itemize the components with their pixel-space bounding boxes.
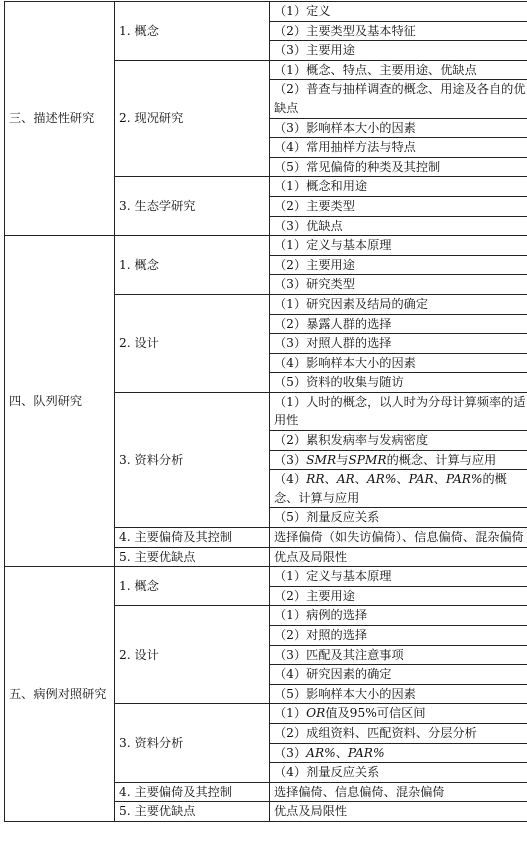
subtopic-label: 5. 主要优缺点	[115, 547, 270, 567]
detail-item: （4）常用抽样方法与特点	[270, 138, 527, 158]
detail-item: （2）主要用途	[270, 586, 527, 606]
subtopic-label: 2. 现况研究	[115, 60, 270, 177]
detail-item: （4）影响样本大小的因素	[270, 353, 527, 373]
detail-item: （2）主要用途	[270, 255, 527, 275]
subtopic-label: 1. 概念	[115, 2, 270, 61]
detail-item: （2）主要类型及基本特征	[270, 21, 527, 41]
subtopic-label: 1. 概念	[115, 567, 270, 606]
detail-item: （3）优缺点	[270, 216, 527, 236]
detail-item: （4）研究因素的确定	[270, 665, 527, 685]
subtopic-label: 3. 生态学研究	[115, 177, 270, 236]
detail-item: （1）病例的选择	[270, 606, 527, 626]
detail-item: （3）主要用途	[270, 41, 527, 61]
detail-item: （4）RR、AR、AR%、PAR、PAR%的概念、计算与应用	[270, 470, 527, 508]
detail-item: （5）资料的收集与随访	[270, 373, 527, 393]
detail-item: （2）主要类型	[270, 196, 527, 216]
detail-item: 优点及局限性	[270, 547, 527, 567]
detail-item: （5）常见偏倚的种类及其控制	[270, 157, 527, 177]
subtopic-label: 1. 概念	[115, 236, 270, 295]
detail-item: （2）普查与抽样调查的概念、用途及各自的优缺点	[270, 80, 527, 118]
detail-item: （5）剂量反应关系	[270, 508, 527, 528]
section-title: 四、队列研究	[5, 236, 115, 567]
section-title: 三、描述性研究	[5, 2, 115, 236]
detail-item: （3）对照人群的选择	[270, 334, 527, 354]
detail-item: （1）定义与基本原理	[270, 567, 527, 587]
subtopic-label: 3. 资料分析	[115, 392, 270, 527]
detail-item: （2）累积发病率与发病密度	[270, 431, 527, 451]
table-row	[5, 567, 527, 587]
detail-item: 优点及局限性	[270, 802, 527, 822]
detail-item: （3）研究类型	[270, 275, 527, 295]
detail-item: （1）OR值及95%可信区间	[270, 704, 527, 724]
detail-item: （1）研究因素及结局的确定	[270, 294, 527, 314]
detail-item: （3）影响样本大小的因素	[270, 118, 527, 138]
detail-item: 选择偏倚、信息偏倚、混杂偏倚	[270, 782, 527, 802]
detail-item: （1）定义与基本原理	[270, 236, 527, 256]
subtopic-label: 4. 主要偏倚及其控制	[115, 528, 270, 548]
detail-item: （1）定义	[270, 2, 527, 22]
detail-item: （3）SMR与SPMR的概念、计算与应用	[270, 450, 527, 470]
subtopic-label: 2. 设计	[115, 294, 270, 392]
detail-item: （1）概念和用途	[270, 177, 527, 197]
syllabus-table	[4, 1, 527, 822]
detail-item: （2）成组资料、匹配资料、分层分析	[270, 723, 527, 743]
table-row	[5, 2, 527, 22]
subtopic-label: 3. 资料分析	[115, 704, 270, 782]
detail-item: （1）人时的概念，以人时为分母计算频率的适用性	[270, 392, 527, 430]
subtopic-label: 4. 主要偏倚及其控制	[115, 782, 270, 802]
detail-item: （3）匹配及其注意事项	[270, 645, 527, 665]
detail-item: （2）对照的选择	[270, 626, 527, 646]
detail-item: （3）AR%、PAR%	[270, 743, 527, 763]
subtopic-label: 2. 设计	[115, 606, 270, 704]
table-row	[5, 236, 527, 256]
detail-item: 选择偏倚（如失访偏倚）、信息偏倚、混杂偏倚	[270, 528, 527, 548]
detail-item: （5）影响样本大小的因素	[270, 684, 527, 704]
detail-item: （4）剂量反应关系	[270, 763, 527, 783]
section-title: 五、病例对照研究	[5, 567, 115, 822]
detail-item: （1）概念、特点、主要用途、优缺点	[270, 60, 527, 80]
syllabus-table-body	[5, 2, 527, 822]
subtopic-label: 5. 主要优缺点	[115, 802, 270, 822]
detail-item: （2）暴露人群的选择	[270, 314, 527, 334]
